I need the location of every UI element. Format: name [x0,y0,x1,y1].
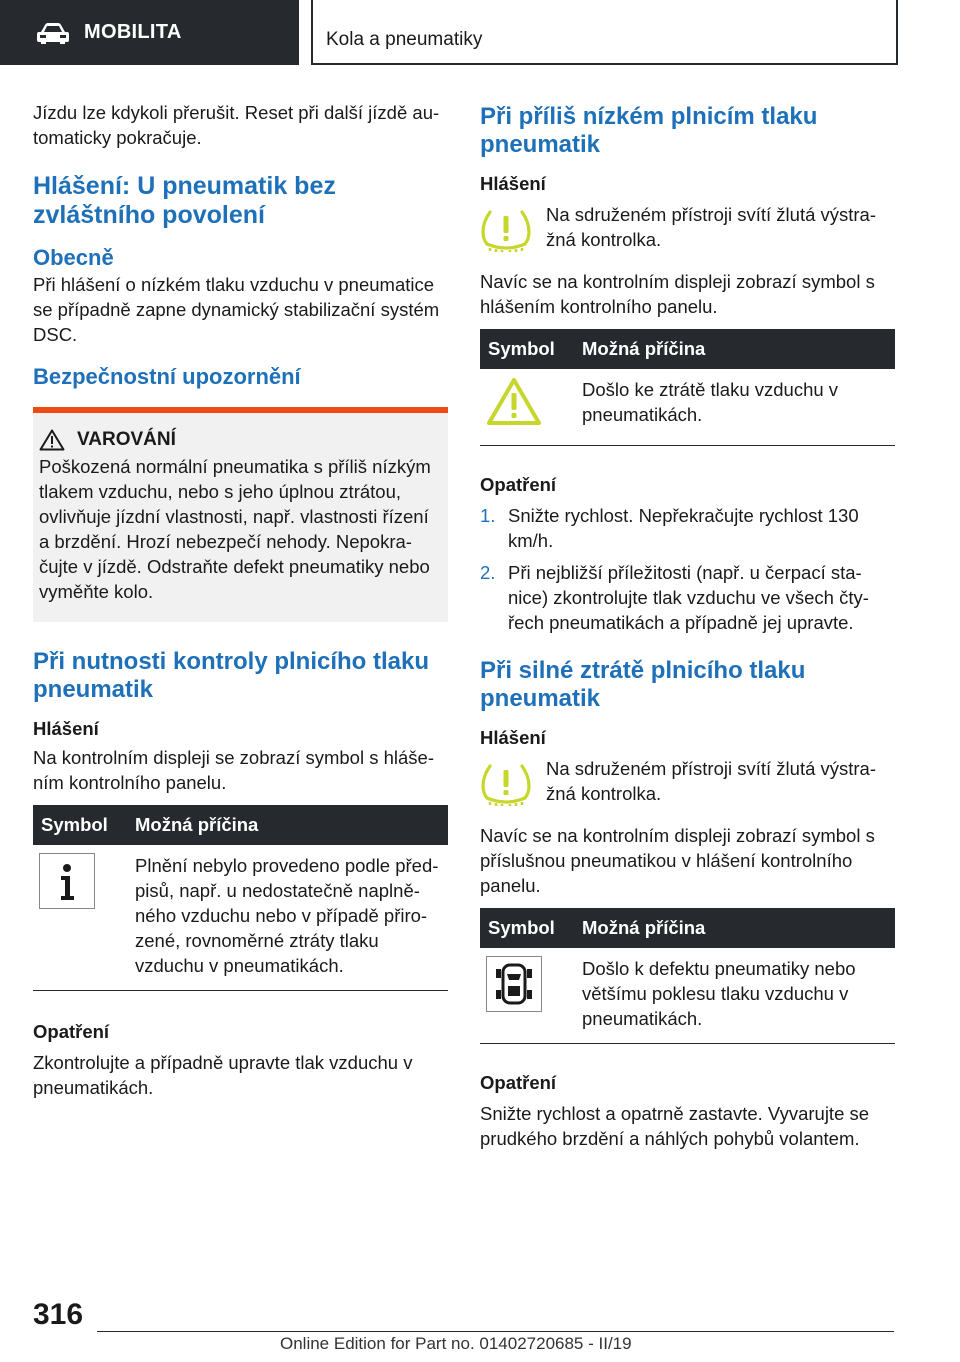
message-text: Na kontrolním displeji se zobrazí symbol s hláše-ním kontrolního panelu. [33,747,434,793]
heading-general: Obecně [33,245,114,270]
heading-severe-loss: Při silné ztrátě plnicího tlaku pneumatik [480,657,806,712]
indicator-text: Na sdruženém přístroji svítí žlutá výstra-žná kontrolka. [546,758,877,804]
general-text: Při hlášení o nízkém tlaku vzduchu v pneumatice se případně zapne dynamický stabilizační systém DSC. [33,274,440,345]
table-row [33,845,448,991]
th-cause: Možná příčina [574,329,895,369]
table-cause-text: Došlo ke ztrátě tlaku vzduchu v pneumatikách. [574,369,895,446]
step-number: 2. [480,562,496,583]
warning-triangle-icon [39,429,65,451]
indicator-row [480,202,895,257]
th-symbol: Symbol [480,908,574,948]
tire-pressure-warning-icon [480,762,532,806]
intro-text: Jízdu lze kdykoli přerušit. Reset při další jízdě au-tomaticky pokračuje. [33,102,440,148]
table-row [480,369,895,446]
list-item [480,560,895,635]
th-cause: Možná příčina [127,805,448,845]
tire-pressure-warning-icon [480,208,532,252]
message-label: Hlášení [480,727,546,748]
measure-label: Opatření [33,1021,110,1042]
heading-unapproved-tires: Hlášení: U pneumatik bez zvláštního povolení [33,172,336,229]
measure-text: Zkontrolujte a případně upravte tlak vzduchu v pneumatikách. [33,1052,413,1098]
symbol-table [480,908,895,1044]
measure-label: Opatření [480,474,557,495]
th-symbol: Symbol [33,805,127,845]
footer-edition: Online Edition for Part no. 01402720685 - II/19 [280,1334,632,1353]
th-symbol: Symbol [480,329,574,369]
list-item [480,503,895,553]
car-icon [36,22,70,44]
message-label: Hlášení [480,173,546,194]
symbol-table [480,329,895,446]
steps-list [480,503,895,635]
symbol-table [33,805,448,991]
chapter-title: Kola a pneumatiky [326,29,483,50]
measure-text: Snižte rychlost a opatrně zastavte. Vyvarujte se prudkého brzdění a náhlých pohybů volantem. [480,1103,870,1149]
measure-label: Opatření [480,1072,557,1093]
indicator-text: Na sdruženém přístroji svítí žlutá výstra-žná kontrolka. [546,204,877,250]
header-chapter-box [311,0,898,65]
message-text: Navíc se na kontrolním displeji zobrazí symbol s hlášením kontrolního panelu. [480,271,875,317]
message-text: Navíc se na kontrolním displeji zobrazí symbol s příslušnou pneumatikou v hlášení kontrolního panelu. [480,825,875,896]
header-section-tab [0,0,299,65]
table-row [480,948,895,1044]
right-column [480,100,895,1151]
car-tire-defect-icon [486,956,542,1012]
indicator-row [480,756,895,811]
heading-low-pressure: Při příliš nízkém plnicím tlaku pneumatik [480,103,818,158]
table-cause-text: Plnění nebylo provedeno podle před-pisů, např. u nedostatečně naplně-ného vzduchu nebo v případě přiro-zené, rovnoměrné ztráty tlaku vzduchu v pneumatikách. [127,845,448,991]
message-label: Hlášení [33,718,99,739]
heading-check-pressure: Při nutnosti kontroly plnicího tlaku pneumatik [33,648,430,703]
footer-divider [97,1331,894,1332]
page-number: 316 [33,1298,84,1331]
warning-box [33,407,448,622]
step-text: Při nejbližší příležitosti (např. u čerpací sta-nice) zkontrolujte tlak vzduchu ve všech čty-řech pneumatikách a případně jej upravte. [508,562,869,633]
section-title: MOBILITA [84,21,182,43]
step-number: 1. [480,505,496,526]
table-cause-text: Došlo k defektu pneumatiky nebo většímu poklesu tlaku vzduchu v pneumatikách. [574,948,895,1044]
heading-safety: Bezpečnostní upozornění [33,364,301,389]
warning-triangle-yellow-icon [486,377,542,427]
warning-title: VAROVÁNÍ [77,429,176,450]
left-column [33,100,448,1100]
step-text: Snižte rychlost. Nepřekračujte rychlost 130 km/h. [508,505,859,551]
info-icon [39,853,95,909]
warning-text: Poškozená normální pneumatika s příliš nízkým tlakem vzduchu, nebo s jeho úplnou ztrátou, ovlivňuje jízdní vlastnosti, např. vlastnosti řízení a brzdění. Hrozí nebezpečí nehody. Nepokra-čujte v jízdě. Odstraňte defekt pneumatiky nebo vyměňte kolo. [39,456,431,602]
th-cause: Možná příčina [574,908,895,948]
